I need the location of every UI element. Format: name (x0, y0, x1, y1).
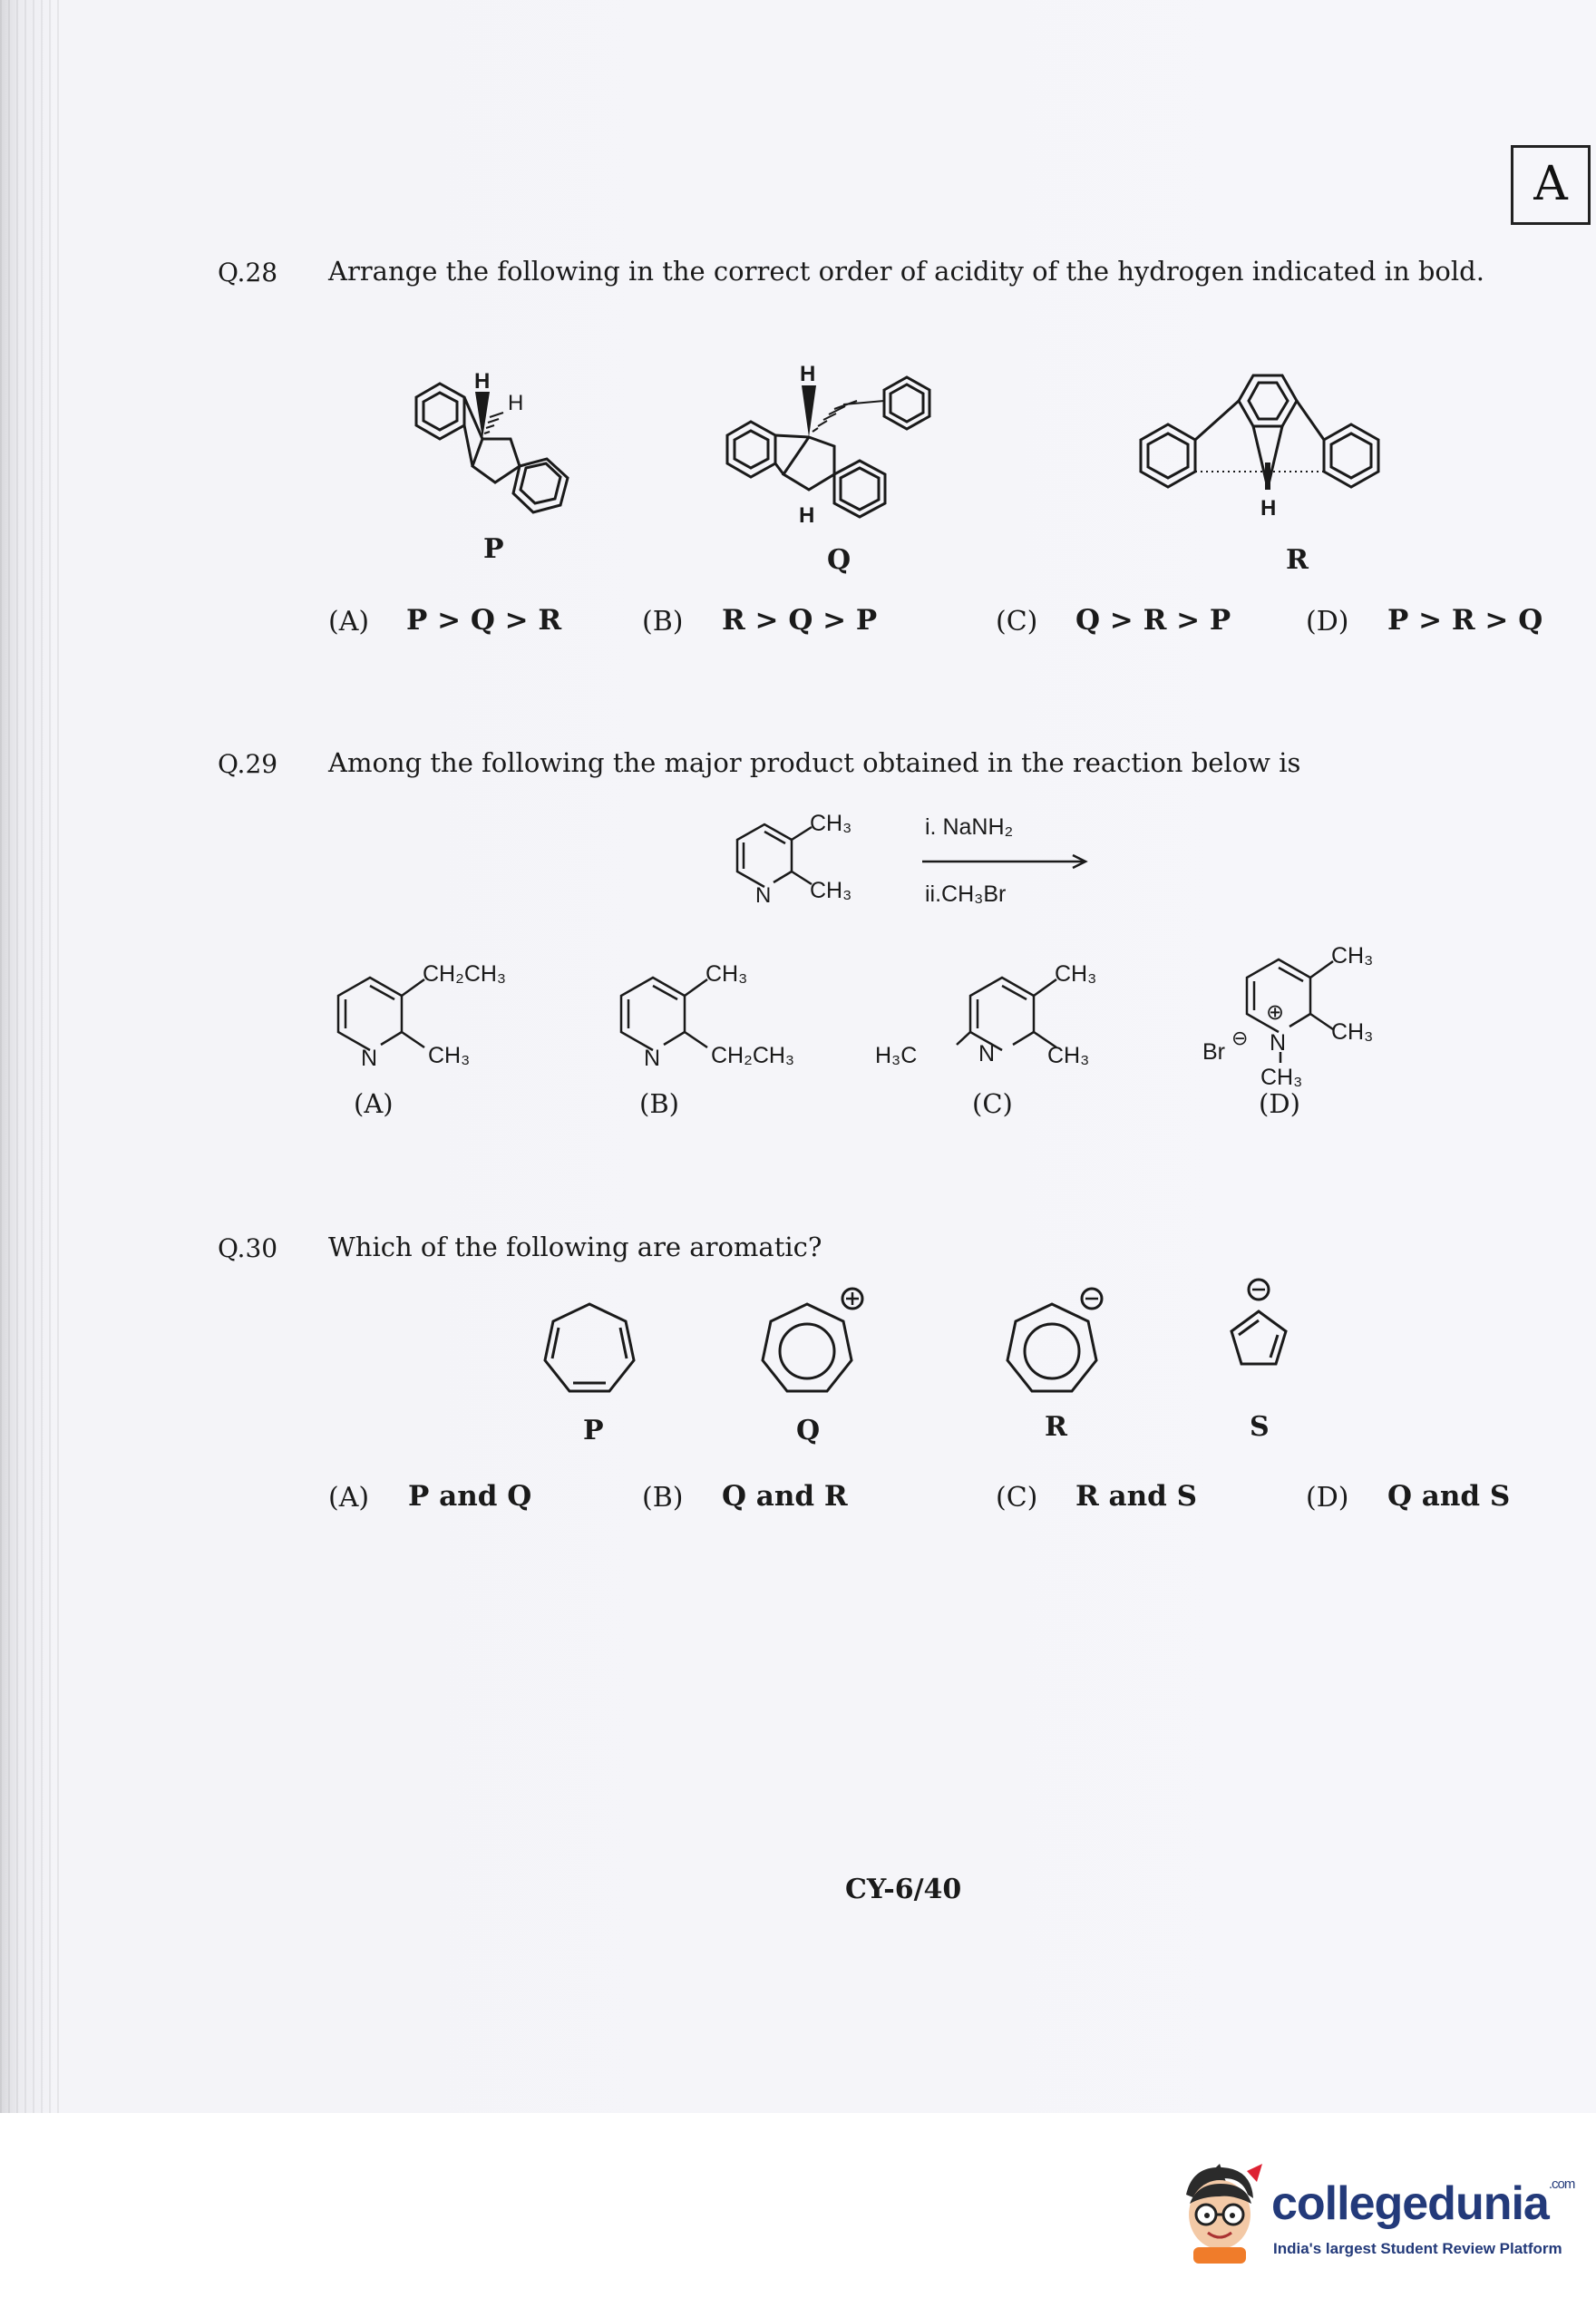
q30-label-q: Q (796, 1415, 821, 1446)
q29-number: Q.29 (218, 749, 278, 779)
q30-option-b-key[interactable]: (B) (642, 1482, 684, 1514)
q29-product-b (598, 943, 834, 1070)
atom-n: N (1270, 1030, 1287, 1056)
atom-h: H (1260, 496, 1277, 521)
group-ch3: CH₃ (1331, 943, 1374, 969)
group-ch2ch3: CH₂CH₃ (423, 961, 507, 987)
q28-option-d-key[interactable]: (D) (1306, 606, 1349, 638)
q30-option-a-key[interactable]: (A) (328, 1482, 370, 1514)
page-edge (0, 0, 63, 2113)
q30-option-a-value[interactable]: P and Q (408, 1480, 532, 1513)
q28-number: Q.28 (218, 258, 278, 287)
reagent-2: ii.CH₃Br (925, 881, 1007, 907)
group-ch3: CH₃ (1260, 1065, 1303, 1090)
brand-tagline: India's largest Student Review Platform (1273, 2240, 1562, 2257)
q28-option-b-value[interactable]: R > Q > P (722, 604, 878, 637)
q30-option-c-key[interactable]: (C) (996, 1482, 1038, 1514)
q28-structure-p (381, 345, 608, 517)
q28-option-d-value[interactable]: P > R > Q (1387, 604, 1543, 637)
brand-name-text: collegedunia (1271, 2177, 1549, 2230)
group-ch3: CH₃ (1055, 961, 1097, 987)
group-ch3: CH₃ (1047, 1043, 1090, 1068)
q29-option-d[interactable]: (D) (1259, 1088, 1300, 1119)
group-h3c: H₃C (875, 1043, 918, 1068)
q30-structure-p (526, 1288, 653, 1415)
q29-option-a[interactable]: (A) (354, 1088, 394, 1119)
q29-option-c[interactable]: (C) (972, 1088, 1013, 1119)
q28-text: Arrange the following in the correct order of acidity of the hydrogen indicated in bold. (328, 256, 1484, 287)
atom-h: H (799, 503, 815, 528)
atom-n: N (644, 1046, 661, 1070)
q28-option-c-key[interactable]: (C) (996, 606, 1038, 638)
q29-text: Among the following the major product obtained in the reaction below is (328, 747, 1301, 778)
q30-option-d-key[interactable]: (D) (1306, 1482, 1349, 1514)
corner-mark: A (1511, 145, 1591, 225)
q28-label-q: Q (827, 544, 852, 576)
q30-structure-q (744, 1279, 889, 1415)
q30-label-p: P (583, 1415, 604, 1446)
q29-product-a (316, 943, 551, 1070)
q28-option-b-key[interactable]: (B) (642, 606, 684, 638)
q30-label-r: R (1045, 1411, 1067, 1443)
group-ch3: CH₃ (1331, 1019, 1374, 1045)
charge-plus: ⊕ (1266, 1000, 1285, 1025)
q28-label-r: R (1286, 544, 1309, 576)
atom-n: N (978, 1041, 996, 1066)
q28-option-c-value[interactable]: Q > R > P (1075, 604, 1231, 637)
group-ch3: CH₃ (810, 878, 852, 903)
page-code: CY-6/40 (845, 1874, 962, 1905)
q29-product-d (1197, 925, 1451, 1093)
q29-reactant (703, 798, 1102, 916)
atom-n: N (361, 1046, 378, 1070)
q28-label-p: P (483, 533, 504, 565)
brand-footer (1115, 2113, 1596, 2298)
brand-name (1271, 2176, 1574, 2231)
group-ch3: CH₃ (706, 961, 748, 987)
atom-n: N (755, 883, 772, 908)
atom-h: H (474, 369, 491, 394)
q30-text: Which of the following are aromatic? (328, 1232, 822, 1262)
q28-option-a-value[interactable]: P > Q > R (406, 604, 562, 637)
q28-option-a-key[interactable]: (A) (328, 606, 370, 638)
q28-structure-r (1124, 354, 1433, 535)
brand-suffix: .com (1548, 2176, 1575, 2192)
counter-ion-br: Br (1202, 1039, 1225, 1065)
atom-h: H (508, 391, 524, 415)
q30-label-s: S (1250, 1411, 1270, 1443)
q28-structure-q (707, 345, 943, 535)
q30-option-b-value[interactable]: Q and R (722, 1480, 848, 1513)
q30-option-c-value[interactable]: R and S (1075, 1480, 1198, 1513)
mascot-icon (1170, 2158, 1270, 2267)
q29-product-c (875, 943, 1129, 1070)
q29-option-b[interactable]: (B) (639, 1088, 679, 1119)
reagent-1: i. NaNH₂ (925, 814, 1014, 840)
q30-structure-s (1213, 1270, 1304, 1388)
q30-option-d-value[interactable]: Q and S (1387, 1480, 1511, 1513)
q30-number: Q.30 (218, 1233, 278, 1263)
group-ch2ch3: CH₂CH₃ (711, 1043, 795, 1068)
q30-structure-r (988, 1279, 1134, 1415)
atom-h: H (800, 362, 816, 386)
group-ch3: CH₃ (810, 811, 852, 836)
charge-minus: ⊖ (1231, 1027, 1249, 1049)
group-ch3: CH₃ (428, 1043, 471, 1068)
